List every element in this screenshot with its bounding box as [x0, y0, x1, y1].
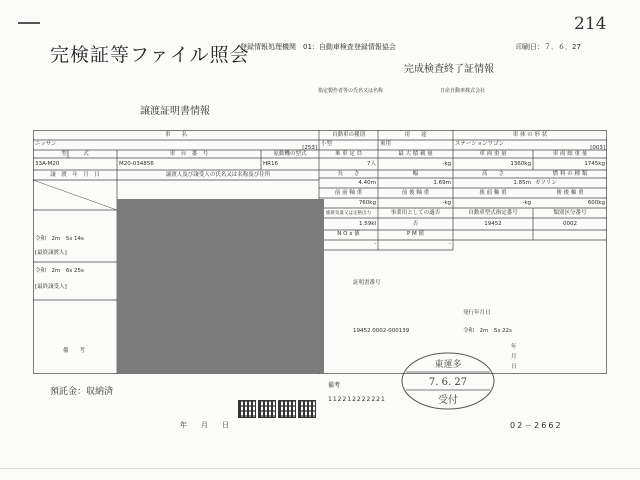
- transfer-date-2: 令和 2m 6s 25s: [35, 268, 84, 274]
- subtitle: 完成検査終了証情報: [404, 64, 494, 75]
- stamp-bottom: 受付: [438, 395, 458, 406]
- footer-date-line: 年 月 日: [180, 421, 229, 429]
- header-transfer-date: 譲 渡 年 月 日: [50, 172, 100, 178]
- header-capacity: 乗 車 定 員: [334, 151, 363, 157]
- header-chassis: 車 台 番 号: [169, 151, 209, 157]
- maker-label: 指定製作者等の氏名又は名称: [318, 88, 384, 94]
- document-code: 02－2662: [510, 421, 563, 430]
- header-width: 幅: [412, 171, 419, 177]
- transferor-role: [最終譲渡人]: [35, 250, 67, 256]
- header-class: 類別区分番号: [553, 210, 587, 216]
- section-title: 譲渡証明書情報: [140, 106, 210, 117]
- header-type: 型 式: [61, 151, 89, 157]
- vehicle-width: 1.69m: [433, 180, 451, 186]
- header-use: 用 途: [404, 132, 427, 138]
- issue-date-label: 発行年月日: [463, 310, 491, 316]
- vehicle-gross: 1745kg: [584, 161, 605, 167]
- axle-rr: 600kg: [587, 200, 605, 206]
- page-title: 完検証等ファイル照会: [50, 44, 250, 66]
- pen-mark: [18, 22, 40, 24]
- vehicle-engine: HR16: [263, 161, 278, 167]
- stamp-date: 7. 6. 27: [428, 377, 468, 388]
- certificate-table: [33, 130, 607, 374]
- header-height: 高 さ: [481, 171, 504, 177]
- header-pm: P M 値: [406, 231, 425, 237]
- remarks-label: 備 考: [63, 348, 86, 354]
- year-char: 年: [511, 344, 517, 350]
- vehicle-type: 33A-M20: [35, 161, 60, 167]
- qr-code-icon: [258, 400, 276, 418]
- pm-value: -: [449, 241, 451, 247]
- footer-biko-label: 備考: [328, 382, 341, 389]
- qr-code-icon: [278, 400, 296, 418]
- maker-value: 日産自動車株式会社: [440, 88, 486, 94]
- header-designation: 自動車型式指定番号: [468, 210, 518, 216]
- designation-value: 19452: [484, 221, 502, 227]
- header-rr: 後 後 軸 重: [556, 190, 584, 196]
- transfer-date-1: 令和 2m 5s 14s: [35, 236, 84, 242]
- header-length: 長 さ: [337, 171, 360, 177]
- handwritten-number: 214: [574, 14, 607, 34]
- header-weight: 車 両 重 量: [479, 151, 507, 157]
- redacted-block: [117, 199, 324, 373]
- vehicle-use: 乗用: [380, 141, 392, 147]
- header-fr: 前 後 軸 重: [401, 190, 430, 196]
- header-nox: N O x 値: [337, 231, 360, 237]
- header-load: 最 大 積 載 量: [398, 151, 433, 157]
- vehicle-body: ステーションワゴン: [455, 141, 505, 147]
- stamp-top: 東運多: [434, 360, 462, 370]
- issue-date-value: 令和 2m 5s 22s: [463, 328, 512, 334]
- vehicle-name: ニッサン: [35, 141, 57, 147]
- nox-value: -: [374, 241, 376, 247]
- header-engine: 原動機の型式: [273, 151, 307, 157]
- header-category: 自動車の種別: [331, 132, 365, 138]
- header-business: 事業用としての適否: [390, 210, 441, 216]
- header-parties: 譲渡人及び譲受人の氏名又は名称及び住所: [165, 172, 271, 178]
- transferee-role: [最終譲受人]: [35, 284, 67, 290]
- page-edge: [0, 468, 640, 469]
- header-body: 車 体 の 形 状: [512, 132, 548, 138]
- vehicle-fuel: ガソリン: [535, 180, 558, 186]
- header-rf: 後 前 軸 重: [479, 190, 507, 196]
- reception-stamp: [398, 350, 498, 412]
- month-char: 月: [511, 354, 517, 360]
- axle-rf: -kg: [522, 200, 531, 206]
- print-date: 印刷日：７．６．27: [516, 43, 581, 51]
- vehicle-category: 小型: [321, 141, 333, 147]
- vehicle-weight: 1360kg: [510, 161, 531, 167]
- day-char: 日: [511, 364, 517, 370]
- vehicle-capacity: 7人: [367, 161, 376, 167]
- class-value: 0002: [563, 221, 577, 227]
- axle-ff: 760kg: [358, 200, 376, 206]
- footer-biko-value: 112212222221: [328, 396, 386, 403]
- vehicle-chassis: M20-034856: [119, 161, 154, 167]
- displacement-value: 1.59kl: [359, 221, 376, 227]
- vehicle-length: 4.40m: [358, 180, 376, 186]
- header-fuel: 燃 料 の 種 類: [552, 171, 588, 177]
- vehicle-name-code: [253]: [302, 145, 317, 151]
- business-value: 否: [412, 221, 419, 227]
- vehicle-load: -kg: [442, 161, 451, 167]
- cert-number-value: 19452.0002-000139: [353, 328, 410, 334]
- header-gross: 車 両 総 重 量: [552, 151, 588, 157]
- vehicle-body-code: [003]: [590, 145, 605, 151]
- header-name: 車 名: [164, 132, 187, 138]
- axle-fr: -kg: [442, 200, 451, 206]
- header-displacement: 総排気量又は定格出力: [326, 211, 371, 216]
- cert-number-label: 証明書番号: [353, 280, 381, 286]
- qr-code-icon: [238, 400, 256, 418]
- vehicle-height: 1.85m: [513, 180, 531, 186]
- registry-info: 登録情報処理機関 01：自動車検査登録情報協会: [240, 43, 396, 51]
- qr-code-icon: [298, 400, 316, 418]
- deposit-status: 預託金：収納済: [50, 387, 114, 397]
- header-ff: 前 前 軸 重: [334, 190, 363, 196]
